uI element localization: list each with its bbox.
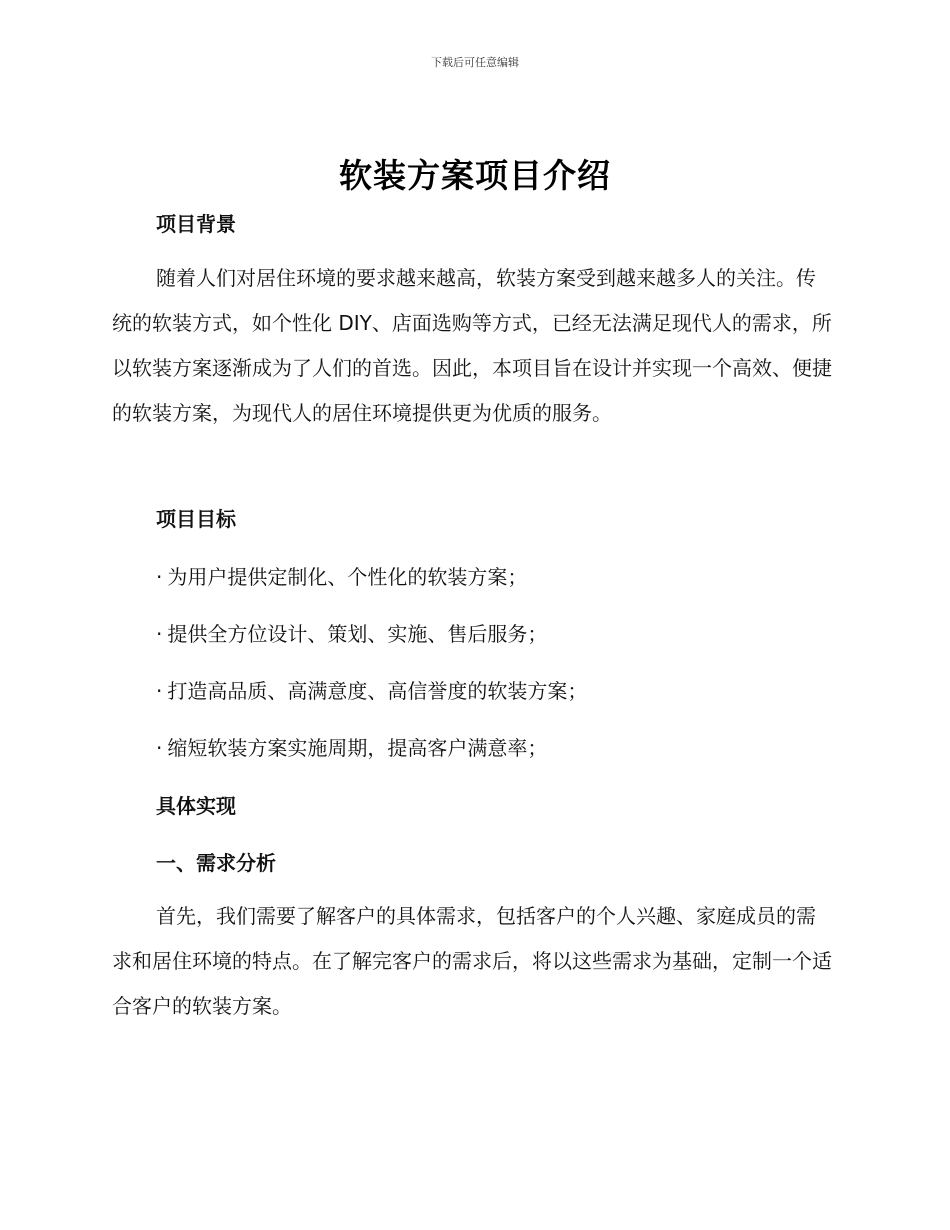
header-note: 下载后可任意编辑	[431, 56, 519, 69]
goal-item-text: 打造高品质、高满意度、高信誉度的软装方案；	[167, 679, 588, 703]
goal-item-text: 为用户提供定制化、个性化的软装方案；	[167, 565, 528, 589]
section-heading-implementation: 具体实现	[156, 794, 236, 818]
bullet-dot: ·	[156, 565, 163, 589]
goal-item	[156, 618, 547, 647]
goal-item-text: 缩短软装方案实施周期，提高客户满意率；	[167, 736, 548, 760]
background-paragraph: 随着人们对居住环境的要求越来越高，软装方案受到越来越多人的关注。传统的软装方式，如个性化 DIY、店面选购等方式，已经无法满足现代人的需求，所以软装方案逐渐成为了人们的首选。因此，本项目旨在设计并实现一个高效、便捷的软装方案，为现代人的居住环境提供更为优质的服务。	[112, 266, 832, 425]
goal-item	[156, 732, 547, 761]
goal-item	[156, 561, 527, 590]
bullet-dot: ·	[156, 622, 163, 646]
subsection-heading-requirements: 一、需求分析	[156, 851, 276, 875]
requirements-paragraph: 首先，我们需要了解客户的具体需求，包括客户的个人兴趣、家庭成员的需求和居住环境的特点。在了解完客户的需求后，将以这些需求为基础，定制一个适合客户的软装方案。	[112, 904, 832, 1018]
bullet-dot: ·	[156, 736, 163, 760]
goal-item	[156, 675, 587, 704]
bullet-dot: ·	[156, 679, 163, 703]
section-heading-goals: 项目目标	[156, 507, 236, 531]
section-heading-background: 项目背景	[156, 212, 236, 236]
goal-item-text: 提供全方位设计、策划、实施、售后服务；	[167, 622, 548, 646]
page-title: 软装方案项目介绍	[339, 156, 611, 195]
